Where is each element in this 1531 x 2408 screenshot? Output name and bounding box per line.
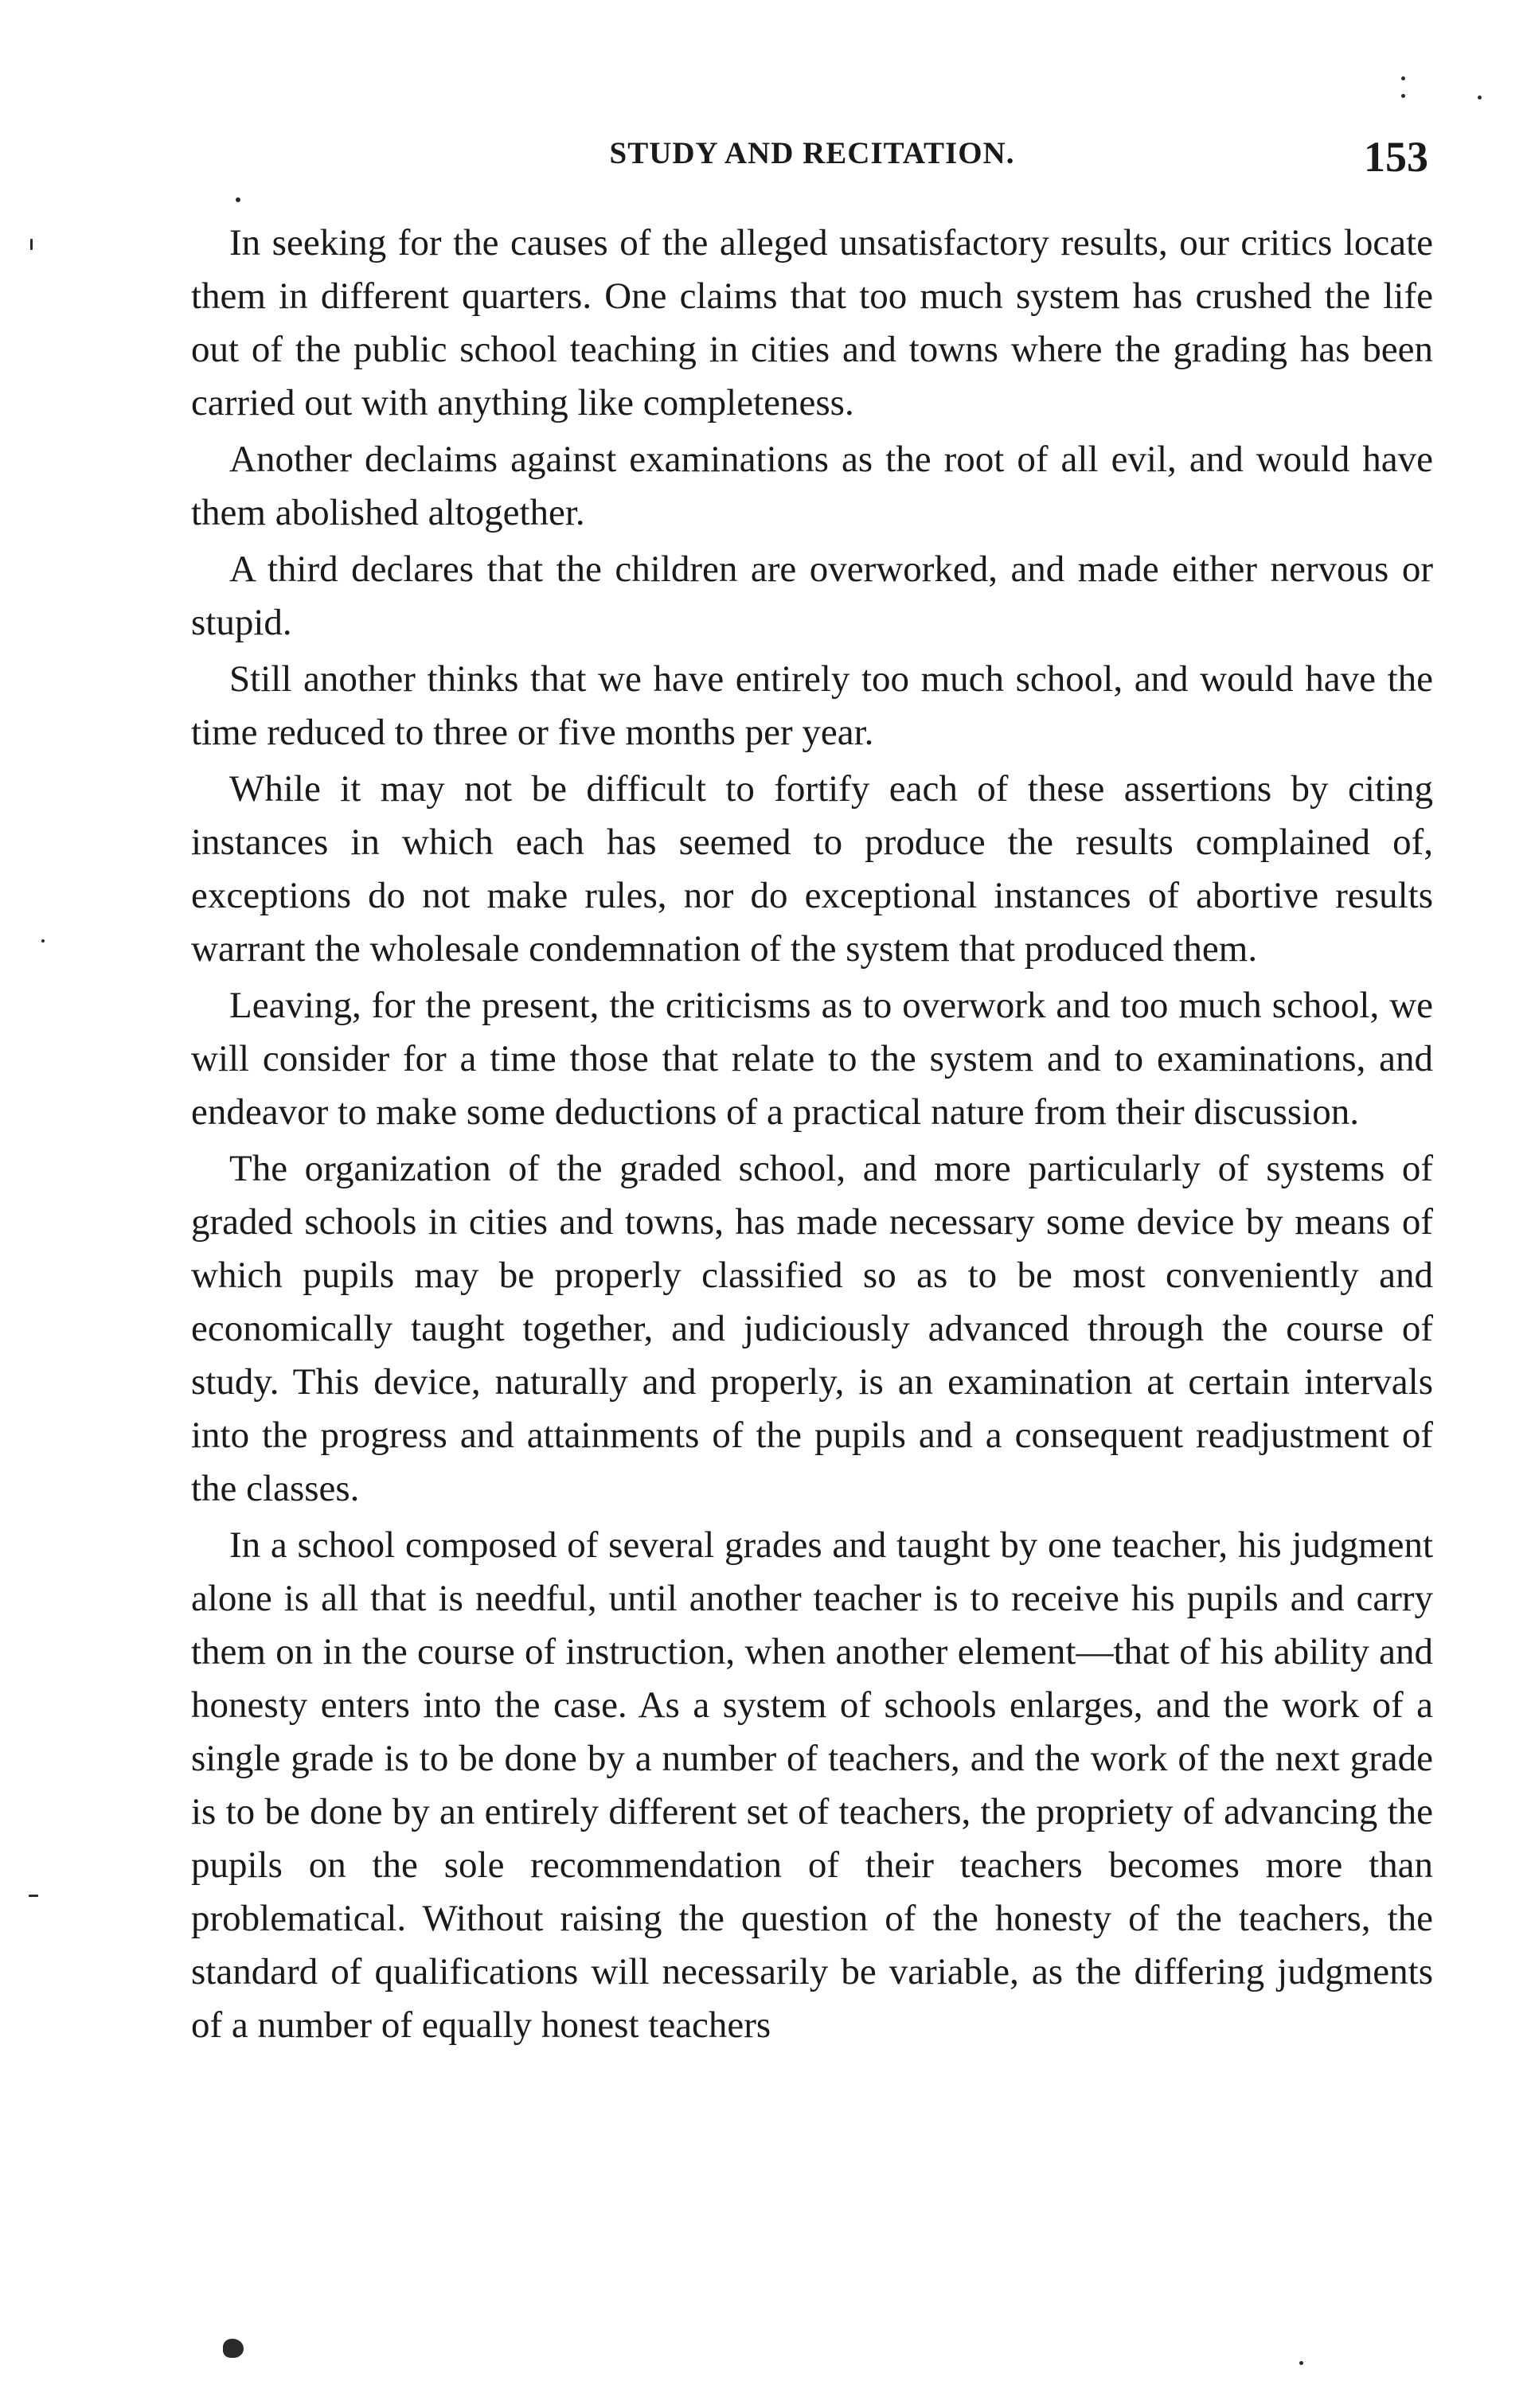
running-head xyxy=(191,135,1433,183)
running-title: STUDY AND RECITATION. xyxy=(609,136,1015,170)
paragraph-causes: In seeking for the causes of the alleged unsatisfactory results, our critics locate them in different quarters. One claims that too much system has crushed the life out of the public school teaching in cities and towns where the grading has been carried out with anything like completeness. xyxy=(191,222,1433,423)
paragraph-too-much-school: Still another thinks that we have entirely too much school, and would have the time reduced to three or five months per year. xyxy=(191,658,1433,753)
paragraph-graded-school: The organization of the graded school, and more particularly of systems of graded schools in cities and towns, has made necessary some device by means of which pupils may be properly classified so as to be most conveniently and economically taught together, and judiciously advanced through the course of study. This device, naturally and properly, is an examination at certain intervals into the progress and attainments of the pupils and a consequent readjustment of the classes. xyxy=(191,1148,1433,1509)
paper-speck xyxy=(236,197,240,202)
page-number: 153 xyxy=(1364,133,1428,181)
paragraph-exceptions: While it may not be difficult to fortify each of these assertions by citing instances in which each has seemed to produce the results complained of, exceptions do not make rules, nor do exceptional instances of abortive results warrant the wholesale condemnation of the system that produced them. xyxy=(191,768,1433,970)
paragraph-examinations: Another declaims against examinations as the root of all evil, and would have them abolished altogether. xyxy=(191,439,1433,533)
paper-speck xyxy=(29,1895,38,1897)
paper-speck xyxy=(1299,2361,1303,2365)
paper-speck xyxy=(1401,94,1405,98)
paragraph-single-teacher: In a school composed of several grades and taught by one teacher, his judgment alone is all that is needful, until another teacher is to receive his pupils and carry them on in the course of instruction, when another element—that of his ability and honesty enters into the case. As a system of schools enlarges, and the work of a single grade is to be done by a number of teachers, and the work of the next grade is to be done by an entirely different set of teachers, the propriety of advancing the pupils on the sole recommendation of their teachers becomes more than problematical. Without raising the question of the honesty of the teachers, the standard of qualifications will necessarily be variable, as the differing judgments of a number of equally honest teachers xyxy=(191,1524,1433,2046)
paper-speck xyxy=(1478,96,1482,100)
paragraph-leaving-criticisms: Leaving, for the present, the criticisms as to overwork and too much school, we will consider for a time those that relate to the system and to examinations, and endeavor to make some deductions of a practical nature from their discussion. xyxy=(191,985,1433,1133)
paper-speck xyxy=(41,939,45,943)
body-text xyxy=(191,217,1433,2055)
paper-speck xyxy=(1401,76,1405,80)
ink-blot xyxy=(223,2339,244,2358)
paper-speck xyxy=(30,239,33,250)
paragraph-overworked: A third declares that the children are overworked, and made either nervous or stupid. xyxy=(191,548,1433,643)
